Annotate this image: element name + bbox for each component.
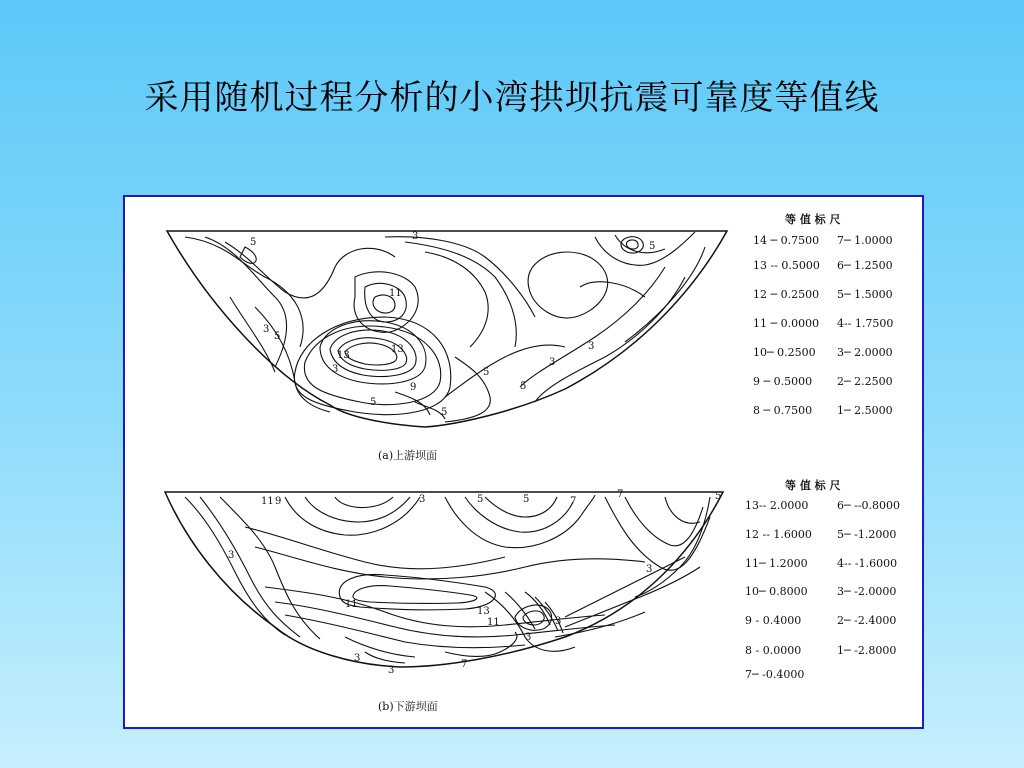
contour-label: 13 xyxy=(477,606,490,617)
legend-row-right: 1─ ‐2.8000 xyxy=(837,644,897,657)
legend-row-right: 6─ ‐‐0.8000 xyxy=(837,499,901,512)
slide-title: 采用随机过程分析的小湾拱坝抗震可靠度等值线 xyxy=(144,78,880,118)
legend-row-left: 13 ‐‐ 0.5000 xyxy=(753,259,820,272)
contour-label: 3 xyxy=(549,357,556,368)
contour-label: 7 xyxy=(617,489,624,500)
contour-label: 5 xyxy=(250,237,257,248)
legend-row-left: 12 ─ 0.2500 xyxy=(753,288,820,301)
legend-row-left: 7─ ‐0.4000 xyxy=(745,668,805,681)
upstream-legend-title: 等 值 标 尺 xyxy=(785,213,841,226)
downstream-contour-map xyxy=(165,489,723,713)
contour-label: 13 xyxy=(391,344,404,355)
legend-row-left: 14 ─ 0.7500 xyxy=(753,234,820,247)
contour-label: 5 xyxy=(483,367,490,378)
legend-row-left: 12 ‐‐ 1.6000 xyxy=(745,528,812,541)
contour-label: 3 xyxy=(412,231,419,242)
contour-figure-svg xyxy=(125,197,922,727)
contour-label: 5 xyxy=(715,491,722,502)
legend-row-right: 4‐‐ ‐1.6000 xyxy=(837,557,898,570)
contour-label: 7 xyxy=(461,659,468,670)
legend-row-left: 11─ 1.2000 xyxy=(745,557,808,570)
legend-row-right: 3─ 2.0000 xyxy=(837,346,893,359)
contour-label: 3 xyxy=(419,494,426,505)
legend-row-left: 9 ─ 0.5000 xyxy=(753,375,813,388)
legend-row-left: 10─ 0.2500 xyxy=(753,346,816,359)
contour-label: 5 xyxy=(370,397,377,408)
downstream-caption: (b)下游坝面 xyxy=(378,700,438,713)
contour-label: 3 xyxy=(388,665,395,676)
upstream-contour-labels xyxy=(250,231,655,418)
upstream-contour-map xyxy=(167,231,727,462)
legend-row-right: 6─ 1.2500 xyxy=(837,259,893,272)
legend-row-left: 11 ─ 0.0000 xyxy=(753,317,820,330)
upstream-legend xyxy=(753,212,893,417)
legend-row-right: 7─ 1.0000 xyxy=(837,234,893,247)
contour-figure xyxy=(123,195,924,729)
legend-row-left: 8 ‐ 0.0000 xyxy=(745,644,802,657)
contour-label: 3 xyxy=(354,653,361,664)
legend-row-left: 8 ─ 0.7500 xyxy=(753,404,813,417)
contour-label: 5 xyxy=(477,494,484,505)
contour-label: 11 xyxy=(487,617,500,628)
legend-row-left: 13‐‐ 2.0000 xyxy=(745,499,809,512)
contour-label: 5 xyxy=(520,381,527,392)
legend-row-right: 4‐‐ 1.7500 xyxy=(837,317,894,330)
contour-label: 9 xyxy=(275,496,282,507)
legend-row-right: 5─ 1.5000 xyxy=(837,288,893,301)
legend-row-right: 2─ 2.2500 xyxy=(837,375,893,388)
contour-label: 13 xyxy=(337,350,350,361)
legend-row-right: 1─ 2.5000 xyxy=(837,404,893,417)
contour-label: 7 xyxy=(570,496,577,507)
legend-row-left: 9 ‐ 0.4000 xyxy=(745,614,802,627)
downstream-legend-title: 等 值 标 尺 xyxy=(785,479,841,492)
downstream-contour-lines xyxy=(185,495,710,663)
contour-label: 5 xyxy=(649,241,656,252)
contour-label: 3 xyxy=(263,324,270,335)
legend-row-right: 5─ ‐1.2000 xyxy=(837,528,897,541)
legend-row-right: 2─ ‐2.4000 xyxy=(837,614,897,627)
contour-label: 5 xyxy=(441,407,448,418)
contour-label: 5 xyxy=(523,494,530,505)
legend-row-left: 10─ 0.8000 xyxy=(745,585,808,598)
legend-row-right: 3─ ‐2.0000 xyxy=(837,585,897,598)
contour-label: 9 xyxy=(410,382,417,393)
contour-label: 5 xyxy=(274,331,281,342)
contour-label: 3 xyxy=(555,616,562,627)
contour-label: 3 xyxy=(588,341,595,352)
contour-label: 3 xyxy=(646,564,653,575)
contour-label: 3 xyxy=(228,550,235,561)
contour-label: 3 xyxy=(332,364,339,375)
downstream-legend xyxy=(745,478,900,681)
upstream-caption: (a)上游坝面 xyxy=(378,449,438,462)
contour-label: 11 xyxy=(389,288,402,299)
contour-label: 11 xyxy=(261,496,274,507)
contour-label: 3 xyxy=(525,632,532,643)
contour-label: 11 xyxy=(345,599,358,610)
